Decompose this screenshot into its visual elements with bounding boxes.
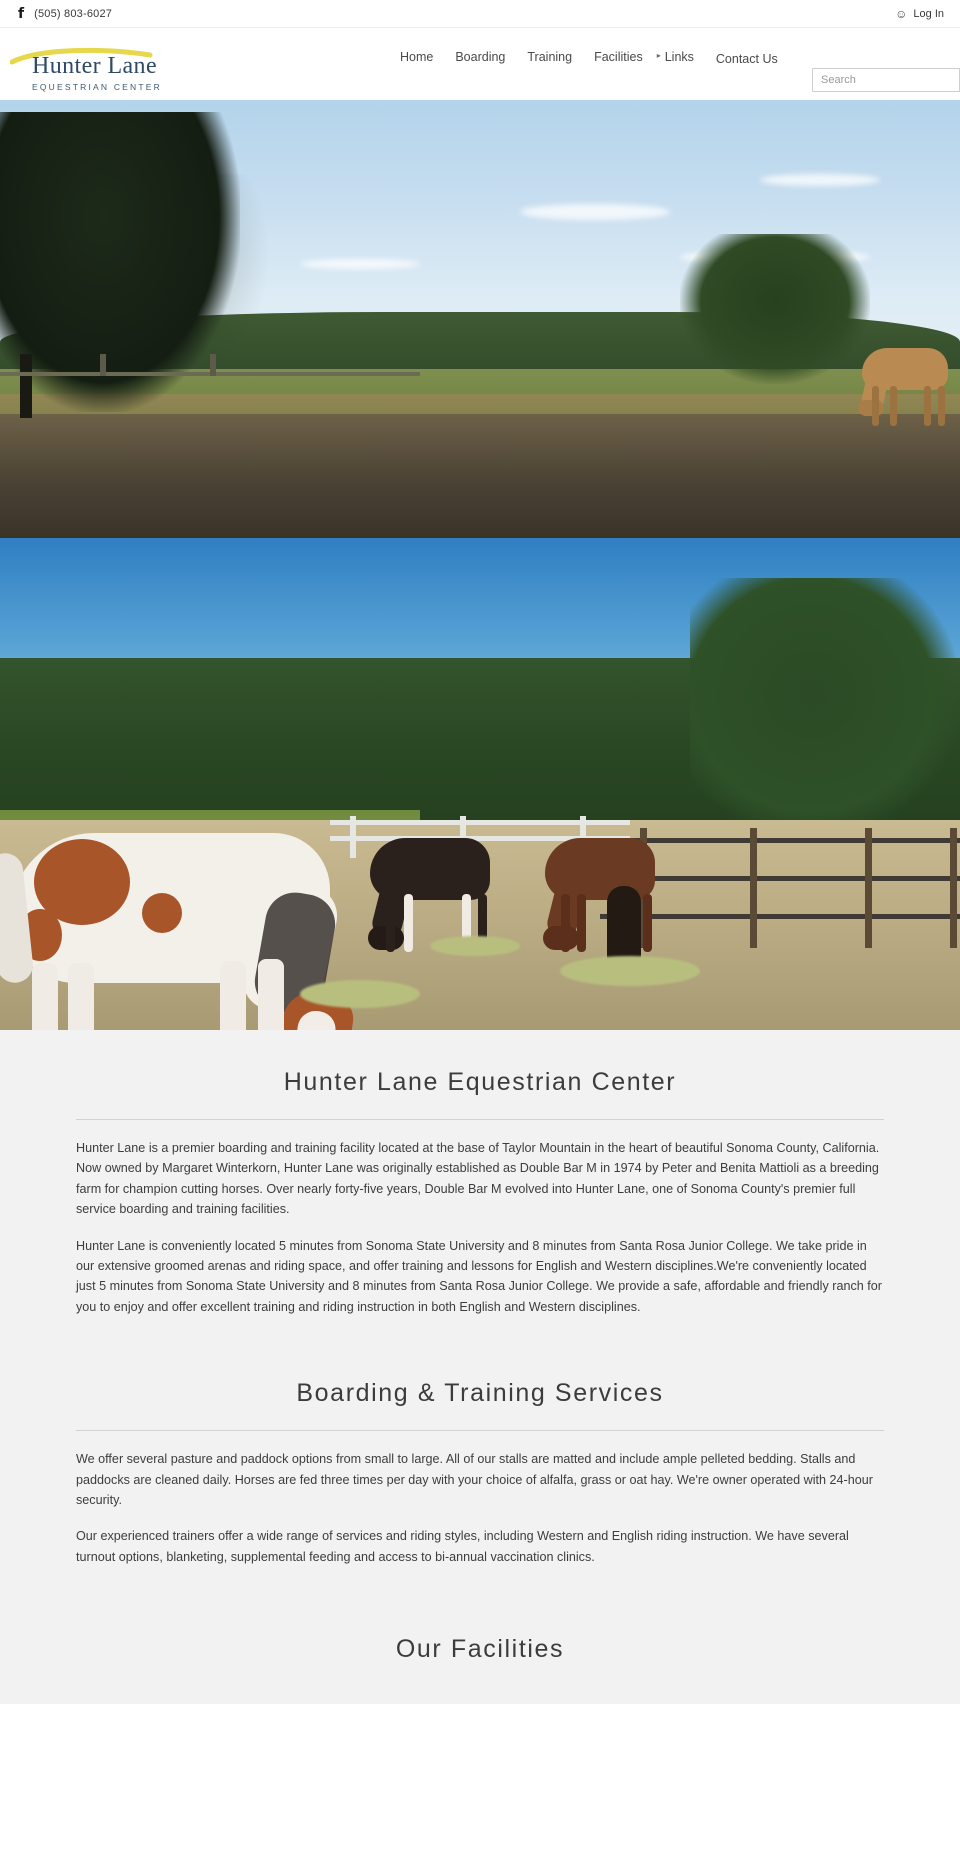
section-about — [76, 1068, 884, 1317]
hero-image-pasture — [0, 54, 960, 538]
boarding-training-title: Boarding & Training Services — [296, 1379, 664, 1408]
about-paragraph-1: Hunter Lane is a premier boarding and training facility located at the base of Taylor Mountain in the heart of beautiful Sonoma County, California. Now owned by Margaret Winterkorn, Hunter Lane was originally established as Double Bar M in 1974 by Peter and Benita Mattioli as a breeding farm for champion cutting horses. Over nearly forty-five years, Double Bar M evolved into Hunter Lane, one of Sonoma County's premier full service boarding and training facilities. — [76, 1141, 880, 1217]
login-label[interactable]: Log In — [913, 7, 944, 20]
user-icon: ☺ — [895, 6, 908, 21]
chevron-down-icon: ▸ — [656, 51, 661, 60]
boarding-paragraph-1: We offer several pasture and paddock options from small to large. All of our stalls are matted and include ample pelleted bedding. Stalls and paddocks are cleaned daily. Horses are fed three times per day with your choice of alfalfa, grass or oat hay. We're owner operated with 24-hour security. — [76, 1452, 873, 1507]
site-logo[interactable] — [14, 32, 194, 92]
search-input[interactable] — [812, 68, 960, 92]
nav-item-training[interactable]: Training — [527, 50, 573, 64]
nav-item-boarding[interactable]: Boarding — [455, 50, 506, 64]
logo-title: Hunter Lane — [32, 53, 158, 79]
section-boarding-training — [76, 1379, 884, 1567]
nav-item-contact-us[interactable]: Contact Us — [715, 52, 778, 66]
utility-bar-left — [18, 7, 112, 21]
divider — [76, 1119, 884, 1120]
logo-text — [14, 32, 194, 92]
bay-horse — [545, 838, 675, 968]
login-area[interactable] — [895, 7, 946, 21]
page-title: Hunter Lane Equestrian Center — [283, 1068, 677, 1096]
section-facilities — [76, 1629, 884, 1664]
divider — [76, 1430, 884, 1431]
site-header — [0, 28, 960, 100]
facebook-icon[interactable]: f — [18, 5, 25, 22]
boarding-paragraph-2: Our experienced trainers offer a wide range of services and riding styles, including Western and English riding instruction. We have several turnout options, blanketing, supplemental feeding and access to bi-annual vaccination clinics. — [76, 1529, 849, 1564]
nav-item-links[interactable] — [656, 50, 694, 64]
utility-bar — [0, 0, 960, 28]
hero-image-horses-eating — [0, 538, 960, 1030]
search-box[interactable] — [812, 68, 960, 92]
logo-subtitle: EQUESTRIAN CENTER — [32, 82, 162, 92]
about-paragraph-2: Hunter Lane is conveniently located 5 minutes from Sonoma State University and 8 minutes from Santa Rosa Junior College. We take pride in our extensive groomed arenas and riding space, and offer training and lessons for English and Western disciplines.We're conveniently located just 5 minutes from Sonoma State University and 8 minutes from Santa Rosa Junior College. We provide a safe, affordable and friendly ranch for you to enjoy and offer excellent training and riding instruction in both English and Western disciplines. — [76, 1238, 882, 1314]
main-content — [0, 1030, 960, 1704]
nav-item-facilities[interactable]: Facilities — [594, 50, 643, 64]
main-navigation — [400, 28, 778, 100]
nav-item-home[interactable]: Home — [400, 50, 434, 64]
facilities-title: Our Facilities — [395, 1635, 565, 1664]
nav-item-links-label: Links — [664, 50, 694, 64]
horse-silhouette — [862, 342, 958, 434]
phone-number: (505) 803-6027 — [34, 7, 113, 20]
